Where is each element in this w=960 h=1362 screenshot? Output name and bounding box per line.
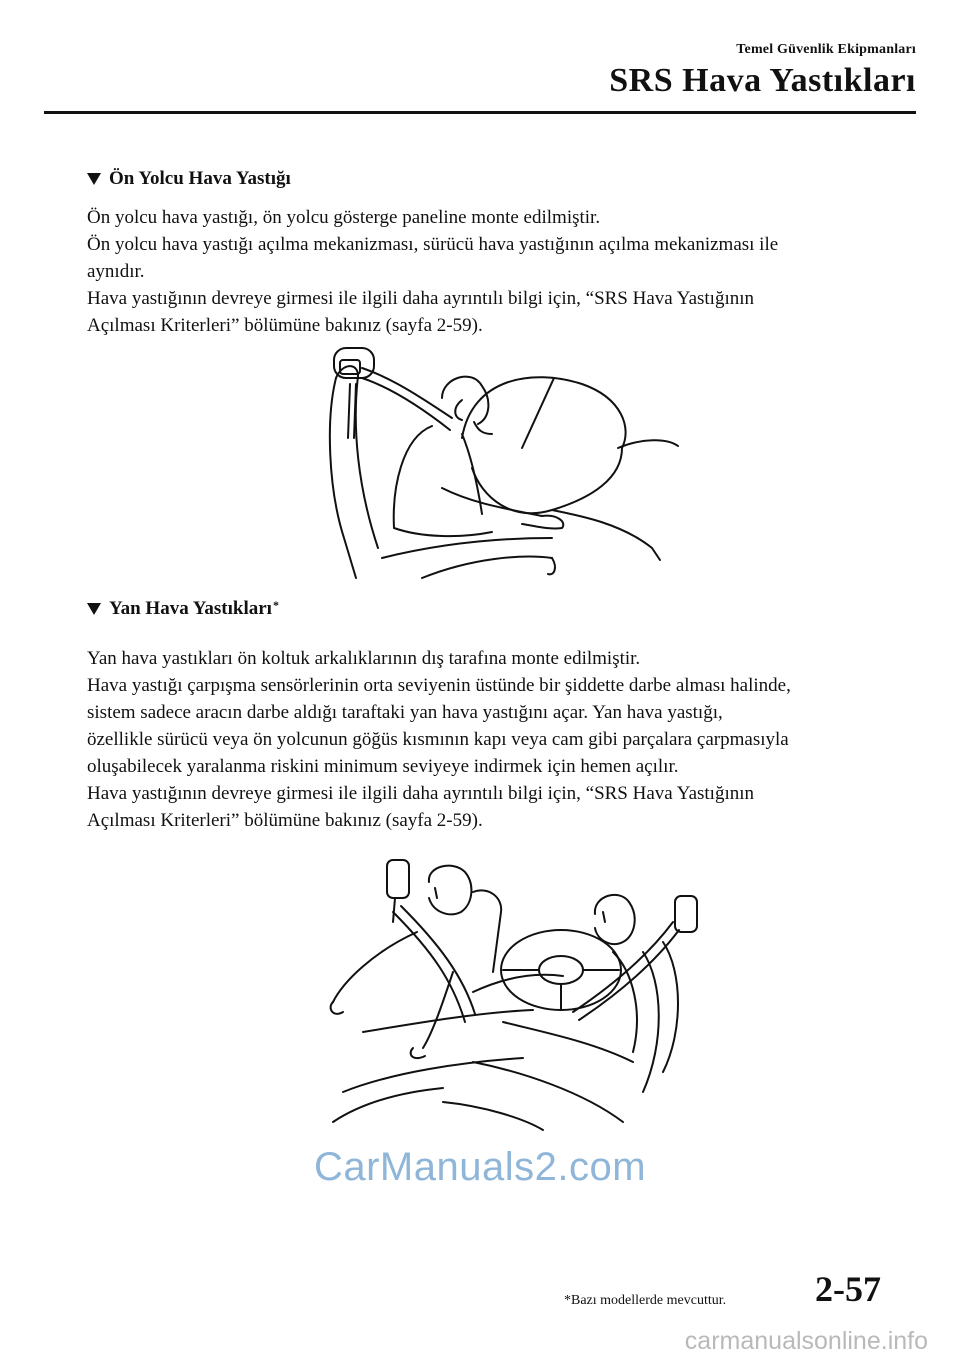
body-line: özellikle sürücü veya ön yolcunun göğüs kısmının kapı veya cam gibi parçalara çarpmasıyla — [87, 729, 789, 750]
side-airbags-illustration — [303, 852, 708, 1132]
page-title: SRS Hava Yastıkları — [609, 62, 916, 99]
watermark-carmanuals2: CarManuals2.com — [313, 1145, 647, 1189]
triangle-bullet-icon — [87, 603, 101, 615]
body-line: Hava yastığı çarpışma sensörlerinin orta seviyenin üstünde bir şiddette darbe alması halinde, — [87, 675, 791, 696]
body-line: Açılması Kriterleri” bölümüne bakınız (sayfa 2-59). — [87, 315, 483, 336]
body-line: Ön yolcu hava yastığı açılma mekanizması, sürücü hava yastığının açılma mekanizması ile — [87, 234, 779, 255]
body-line: oluşabilecek yaralanma riskini minimum seviyeye indirmek için hemen açılır. — [87, 756, 679, 777]
section-heading-text: Yan Hava Yastıkları — [109, 598, 272, 619]
body-line: Hava yastığının devreye girmesi ile ilgili daha ayrıntılı bilgi için, “SRS Hava Yastığının — [87, 288, 755, 309]
watermark-carmanualsonline: carmanualsonline.info — [684, 1327, 928, 1355]
body-line: aynıdır. — [87, 261, 145, 282]
header-rule — [44, 111, 916, 114]
header-subtitle: Temel Güvenlik Ekipmanları — [736, 42, 916, 57]
body-line: sistem sadece aracın darbe aldığı taraftaki yan hava yastığını açar. Yan hava yastığı, — [87, 702, 723, 723]
section-heading-text: Ön Yolcu Hava Yastığı — [109, 168, 291, 189]
page-number: 2-57 — [815, 1269, 881, 1309]
body-line: Ön yolcu hava yastığı, ön yolcu gösterge paneline monte edilmiştir. — [87, 207, 601, 228]
section2-body — [87, 645, 917, 834]
footnote: *Bazı modellerde mevcuttur. — [564, 1293, 727, 1308]
body-line: Açılması Kriterleri” bölümüne bakınız (sayfa 2-59). — [87, 810, 483, 831]
section-heading-passenger-airbag — [87, 168, 291, 190]
triangle-bullet-icon — [87, 173, 101, 185]
passenger-airbag-illustration — [322, 338, 682, 583]
body-line: Hava yastığının devreye girmesi ile ilgili daha ayrıntılı bilgi için, “SRS Hava Yastığının — [87, 783, 755, 804]
footnote-marker: * — [272, 598, 279, 612]
section1-body — [87, 204, 917, 339]
section-heading-side-airbags — [87, 598, 279, 620]
body-line: Yan hava yastıkları ön koltuk arkalıklarının dış tarafına monte edilmiştir. — [87, 648, 641, 669]
